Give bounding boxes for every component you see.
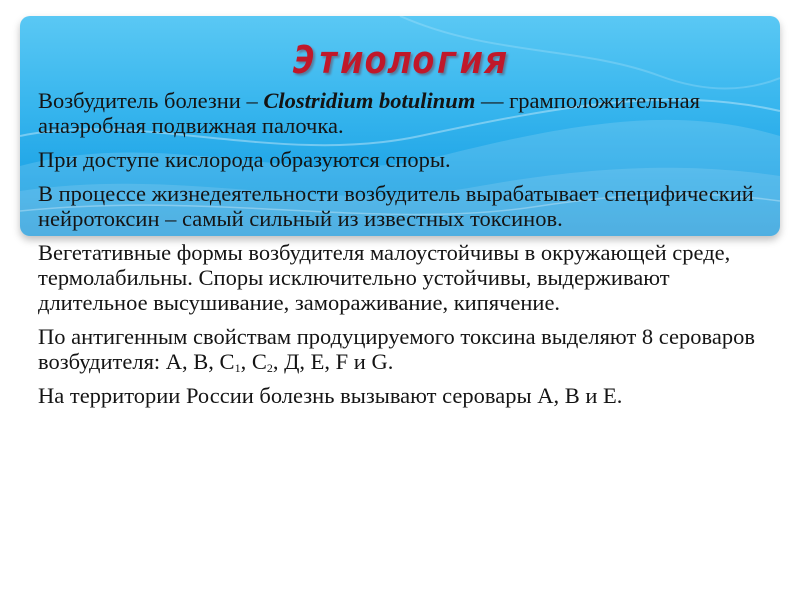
subscript-1: 1 [234,361,241,375]
slide-body [38,88,773,417]
serovars-mid: , С [240,349,267,374]
pathogen-prefix: Возбудитель болезни – [38,88,264,113]
organism-name: Clostridium botulinum [263,88,476,113]
serovars-suffix: , Д, Е, F и G. [272,349,394,374]
paragraph-neurotoxin: В процессе жизнедеятельности возбудитель вырабатывает специфический нейротоксин – самый сильный из известных токсинов. [38,181,754,231]
paragraph-pathogen [38,88,773,138]
pathogen-suffix: — грамположительная анаэробная подвижная палочка. [38,88,700,138]
paragraph-russia: На территории России болезнь вызывают серовары А, В и Е. [38,383,623,408]
paragraph-spores: При доступе кислорода образуются споры. [38,147,451,172]
serovars-prefix: По антигенным свойствам продуцируемого токсина выделяют 8 сероваров возбудителя: А, В, С [38,324,755,374]
paragraph-resistance: Вегетативные формы возбудителя малоустойчивы в окружающей среде, термолабильны. Споры исключительно устойчивы, выдерживают длительное высушивание, замораживание, кипячение. [38,240,731,315]
paragraph-serovars [38,324,773,374]
slide-title: Этиология [292,38,508,82]
subscript-2: 2 [266,361,273,375]
